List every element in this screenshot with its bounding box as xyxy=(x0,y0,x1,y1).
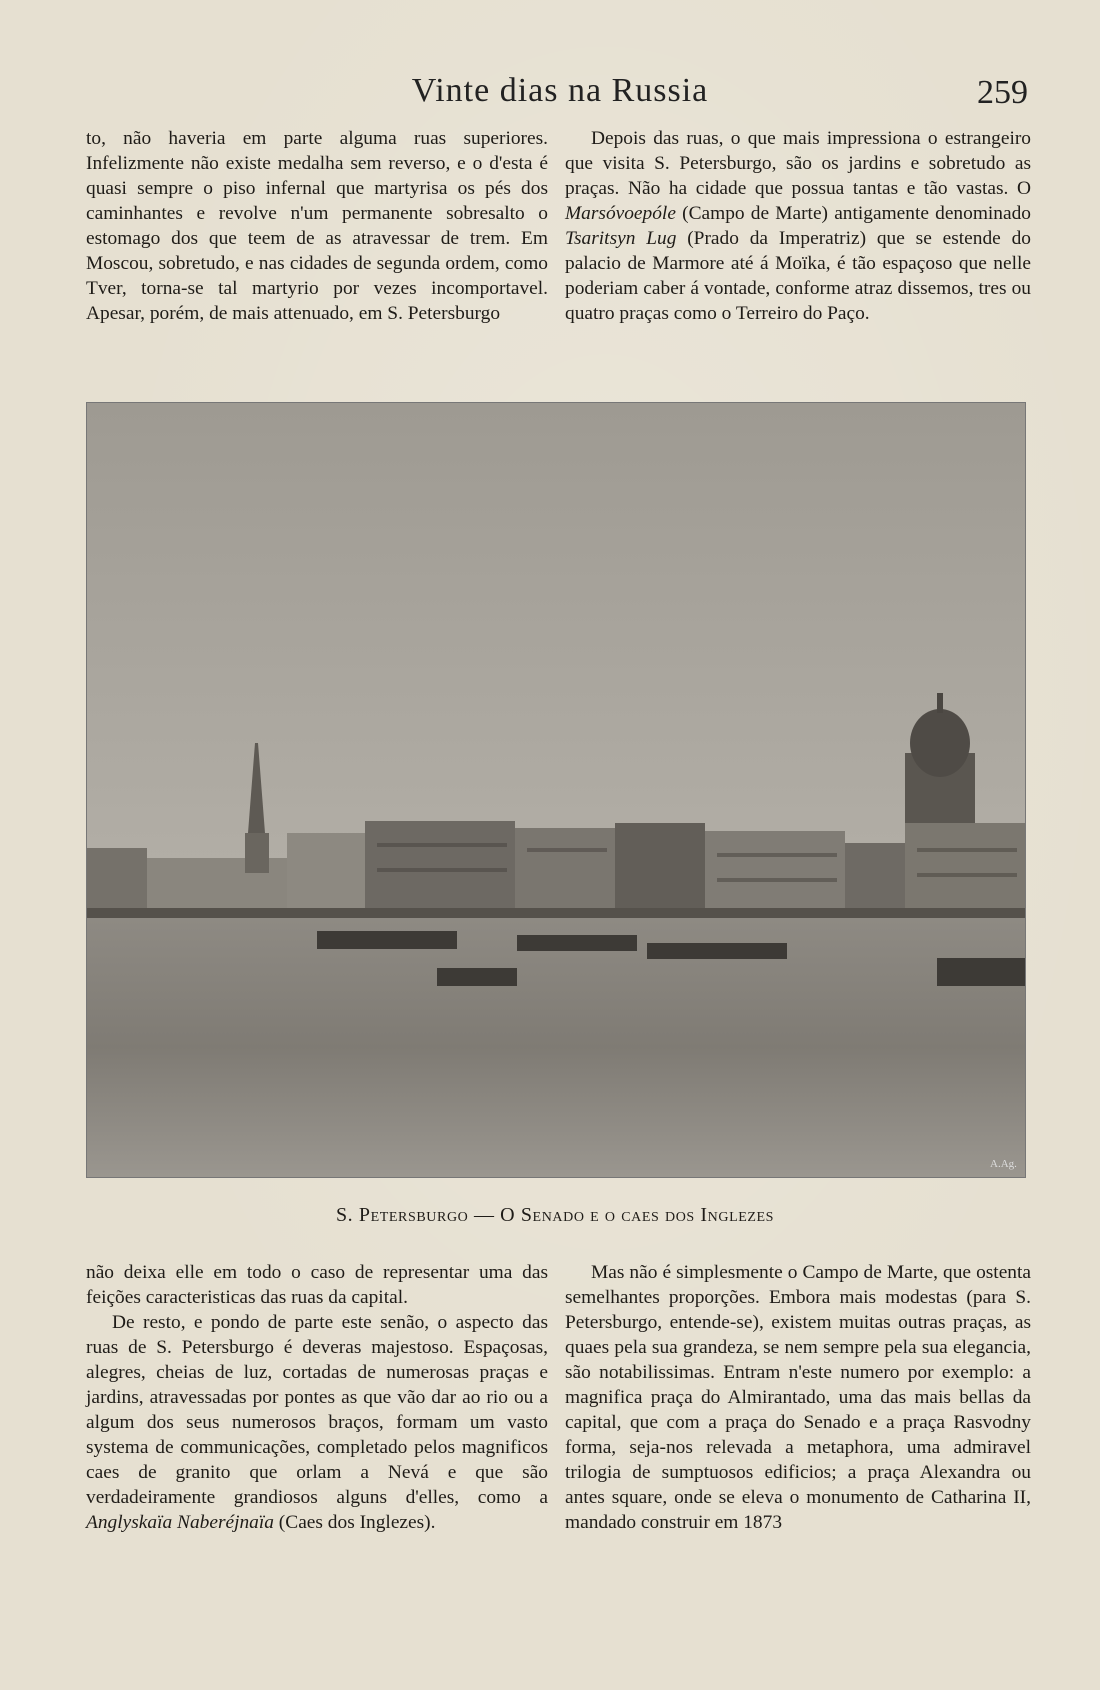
engraver-mark: A.Ag. xyxy=(990,1158,1017,1170)
river-neva xyxy=(87,918,1025,1177)
photograph-illustration xyxy=(87,403,1025,1177)
column-top-right xyxy=(565,126,1031,326)
paragraph: Depois das ruas, o que mais impressiona o estrangeiro que visita S. Petersburgo, são os jardins e sobretudo as praças. Não ha cidade que possua tantas e tão vastas. O Marsóvoepóle (Campo de Marte) antigamente denominado Tsaritsyn Lug (Prado da Imperatriz) que se estende do palacio de Marmore até á Moïka, é tão espaçoso que nelle poderiam caber á vontade, conforme atraz dissemos, tres ou quatro praças como o Terreiro do Paço. xyxy=(565,128,1031,324)
figure-caption: S. Petersburgo — O Senado e o caes dos Inglezes xyxy=(335,1204,775,1226)
photograph-senate-english-quay xyxy=(86,402,1026,1178)
quay xyxy=(87,908,1025,918)
place-name-italic: Marsóvoepóle xyxy=(565,203,676,224)
page-number: 259 xyxy=(977,74,1028,111)
running-head: Vinte dias na Russia xyxy=(411,72,709,109)
paragraph: to, não haveria em parte alguma ruas superiores. Infelizmente não existe medalha sem reverso, e o d'esta é quasi sempre o piso infernal que martyrisa os pés dos caminhantes e revolve n'um permanente sobresalto o estomago dos que teem de as atravessar de trem. Em Moscou, sobretudo, e nas cidades de segunda ordem, como Tver, torna-se tal martyrio por vezes incomportavel. Apesar, porém, de mais attenuado, em S. Petersburgo xyxy=(86,128,548,324)
place-name-italic: Tsaritsyn Lug xyxy=(565,228,677,249)
paragraph: De resto, e pondo de parte este senão, o aspecto das ruas de S. Petersburgo é deveras majestoso. Espaçosas, alegres, cheias de luz, cortadas de numerosas praças e jardins, atravessadas por pontes as que vão dar ao rio ou a algum dos seus numerosos braços, formam um vasto systema de communicações, completado pelos magnificos caes de granito que orlam a Nevá e que são verdadeiramente grandiosos alguns d'elles, como a Anglyskaïa Naberéjnaïa (Caes dos Inglezes). xyxy=(86,1312,548,1533)
column-bottom-right xyxy=(565,1260,1031,1535)
paragraph: não deixa elle em todo o caso de representar uma das feições caracteristicas das ruas da capital. xyxy=(86,1262,548,1308)
column-top-left xyxy=(86,126,548,326)
paragraph: Mas não é simplesmente o Campo de Marte, que ostenta semelhantes proporções. Embora mais modestas (para S. Petersburgo, entende-se), existem muitas outras praças, as quaes pela sua grandeza, se nem sempre pela sua elegancia, são notabilissimas. Entram n'este numero por exemplo: a magnifica praça do Almirantado, uma das mais bellas da capital, que com a praça do Senado e a praça Rasvodny forma, seja-nos relevada a metaphora, uma admiravel trilogia de sumptuosos edificios; a praça Alexandra ou antes square, onde se eleva o monumento de Catharina II, mandado construir em 1873 xyxy=(565,1262,1031,1533)
place-name-italic: Anglyskaïa Naberéjnaïa xyxy=(86,1512,274,1533)
column-bottom-left xyxy=(86,1260,548,1535)
